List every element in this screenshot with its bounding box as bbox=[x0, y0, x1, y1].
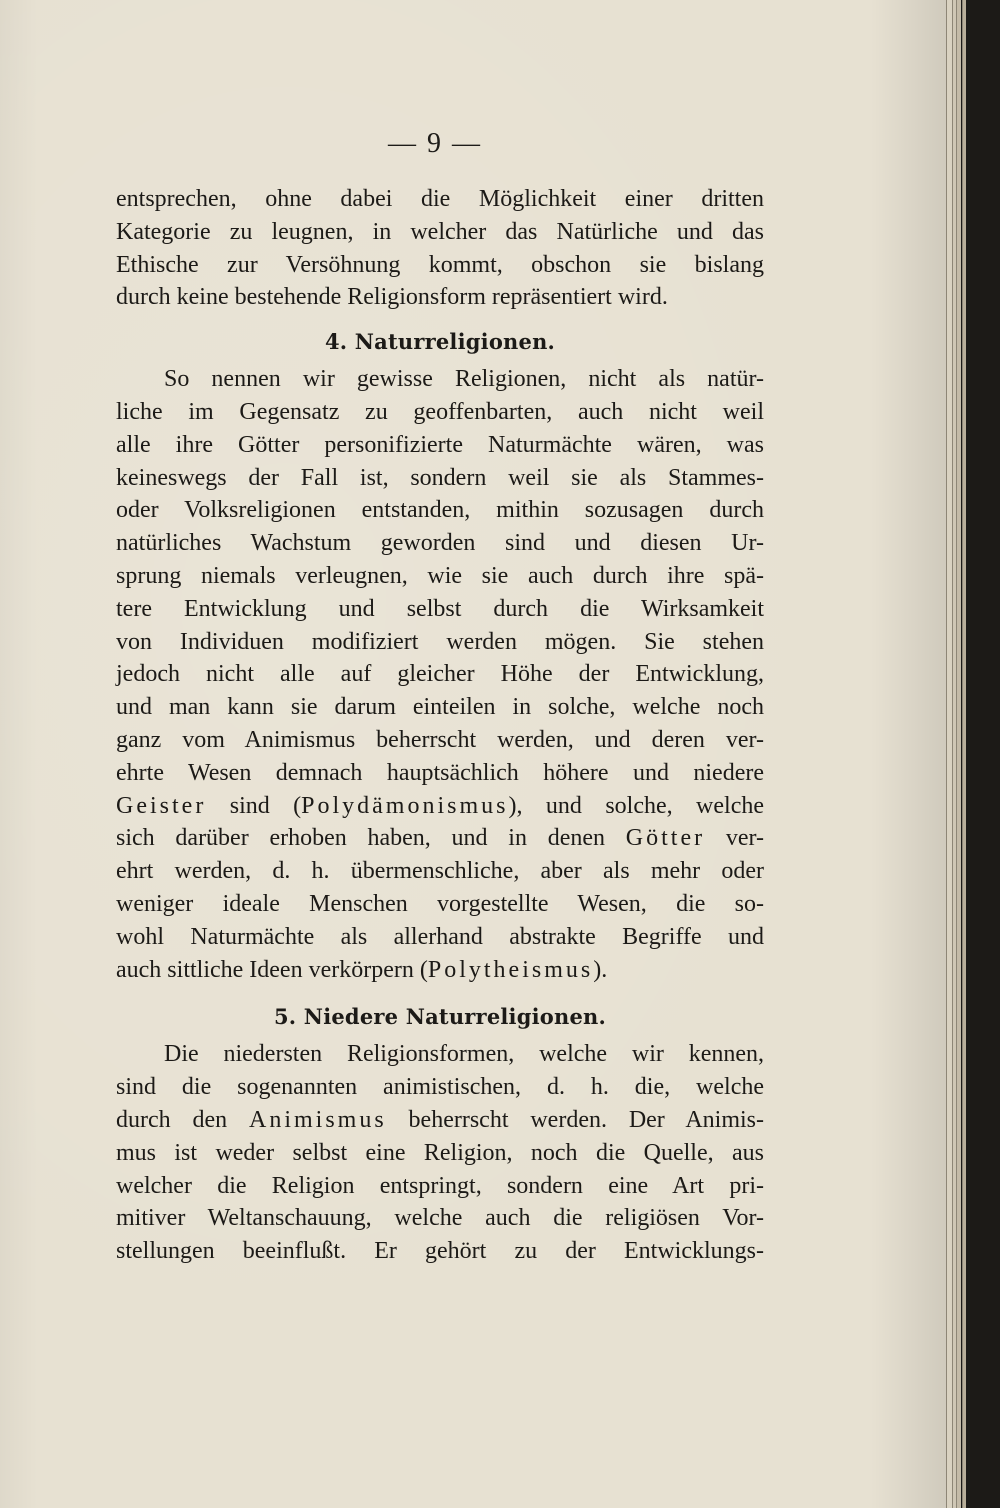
text-line: ehrte Wesen demnach hauptsächlich höhere und niedere bbox=[116, 759, 764, 786]
text-line: durch keine bestehende Religionsform repräsentiert wird. bbox=[116, 284, 668, 311]
text-line: tere Entwicklung und selbst durch die Wirksamkeit bbox=[116, 595, 764, 622]
text-line: weniger ideale Menschen vorgestellte Wesen, die so- bbox=[116, 890, 764, 917]
text-line: liche im Gegensatz zu geoffenbarten, auch nicht weil bbox=[116, 398, 764, 425]
text-line bbox=[116, 954, 764, 987]
text-run: durch den bbox=[116, 1106, 249, 1133]
page-edge bbox=[956, 0, 961, 1508]
text-run: beherrscht werden. Der Animis- bbox=[386, 1106, 764, 1133]
text-line: von Individuen modifiziert werden mögen. Sie stehen bbox=[116, 628, 764, 655]
spaced-term-polytheismus: Polytheismus bbox=[427, 956, 594, 983]
section-heading-naturreligionen: 4. Naturreligionen. bbox=[324, 329, 556, 355]
text-line: mus ist weder selbst eine Religion, noch die Quelle, aus bbox=[116, 1139, 764, 1166]
text-run: ), und solche, welche bbox=[508, 792, 764, 819]
text-line: entsprechen, ohne dabei die Möglichkeit einer dritten bbox=[116, 186, 764, 212]
text-line bbox=[116, 1104, 764, 1137]
text-line: stellungen beeinflußt. Er gehört zu der Entwicklungs- bbox=[116, 1238, 764, 1265]
text-line: Die niedersten Religionsformen, welche wir kennen, bbox=[164, 1041, 764, 1068]
text-line: sind die sogenannten animistischen, d. h. die, welche bbox=[116, 1074, 764, 1101]
text-run: ver- bbox=[705, 825, 764, 852]
text-line: und man kann sie darum einteilen in solche, welche noch bbox=[116, 694, 764, 721]
spaced-term-goetter: Götter bbox=[625, 825, 706, 852]
text-run: ). bbox=[593, 956, 608, 983]
page-body bbox=[116, 183, 764, 1268]
text-line: Ethische zur Versöhnung kommt, obschon sie bislang bbox=[116, 251, 764, 278]
text-line bbox=[116, 822, 764, 855]
text-line: oder Volksreligionen entstanden, mithin sozusagen durch bbox=[116, 497, 764, 524]
text-line: natürliches Wachstum geworden sind und diesen Ur- bbox=[116, 530, 764, 557]
page-edge bbox=[962, 0, 966, 1508]
text-line: keineswegs der Fall ist, sondern weil sie als Stammes- bbox=[116, 464, 764, 491]
spaced-term-geister: Geister bbox=[116, 792, 207, 819]
text-line: ehrt werden, d. h. übermenschliche, aber als mehr oder bbox=[116, 858, 764, 885]
text-run: auch sittliche Ideen verkörpern ( bbox=[116, 956, 428, 983]
text-line: welcher die Religion entspringt, sondern eine Art pri- bbox=[116, 1172, 764, 1199]
text-line: sprung niemals verleugnen, wie sie auch durch ihre spä- bbox=[116, 562, 764, 589]
text-line: Kategorie zu leugnen, in welcher das Natürliche und das bbox=[116, 218, 764, 245]
text-line: So nennen wir gewisse Religionen, nicht als natür- bbox=[164, 366, 764, 393]
spaced-term-animismus: Animismus bbox=[249, 1106, 387, 1133]
text-line bbox=[116, 790, 764, 823]
page-number: — 9 — bbox=[388, 128, 482, 159]
text-run: sind ( bbox=[206, 792, 302, 819]
text-line: mitiver Weltanschauung, welche auch die religiösen Vor- bbox=[116, 1205, 764, 1232]
text-line: wohl Naturmächte als allerhand abstrakte Begriffe und bbox=[116, 923, 764, 950]
text-line: jedoch nicht alle auf gleicher Höhe der Entwicklung, bbox=[116, 661, 764, 688]
text-line: ganz vom Animismus beherrscht werden, und deren ver- bbox=[116, 726, 764, 753]
section-heading-niedere-naturreligionen: 5. Niedere Naturreligionen. bbox=[273, 1004, 607, 1030]
text-line: alle ihre Götter personifizierte Naturmächte wären, was bbox=[116, 431, 764, 458]
spaced-term-polydaemonismus: Polydämonismus bbox=[301, 792, 509, 819]
text-run: sich darüber erhoben haben, und in denen bbox=[116, 825, 626, 852]
